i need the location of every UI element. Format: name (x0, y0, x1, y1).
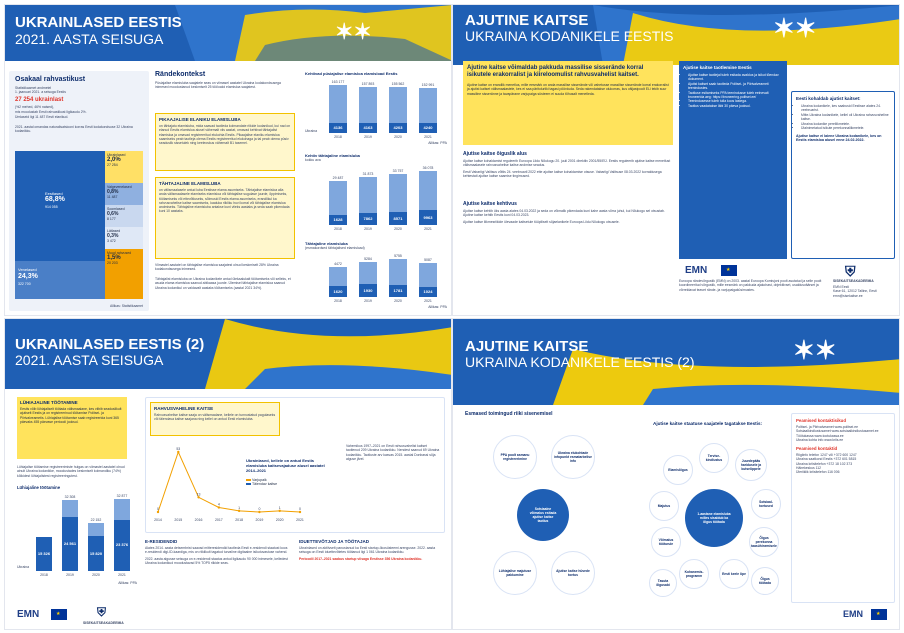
treemap-n: 3 472 (107, 239, 116, 243)
list-item: • Mitte-Ukraina kodanikele, kellel oli Ukraina rahvusvaheline kaitse. (801, 113, 890, 122)
population-count: 27 254 ukrainlast (15, 97, 64, 103)
x-tick-label: 2019 (364, 299, 372, 303)
panel-note: Ajutise kaitse ei laiene Ukraina kodanikele, kes on Eestis elamisloa alusel enne 24.02.2022. (796, 134, 882, 143)
right-bubble: Majutus (649, 491, 679, 521)
rights-title: Ajutise kaitse staatuse saajatele tagatakse Eestis: (653, 421, 763, 426)
emn-logo: EMN (843, 609, 863, 619)
section-text-2: Eesti Vabariigi Valitsus võttis 24. veebruaril 2022 ette ajutise kaitse kohaldamise otsuse. Vabariigi Valitsuse 08.03.2022 korraldusega kehtestati ajutise kaitse saamise tingimused. (463, 169, 662, 178)
section-text: Ajutise kaitse kohaldamist reguleerib Euroopa Liidu Nõukogu 20. juuli 2001 direktiiv 2001/55/EÜ. Eestis reguleerib ajutise kaitse menetlust välismaalasele rahvusvahelise kaitse andmise seadus. (463, 159, 671, 168)
eu-flag-icon: ★ (51, 609, 67, 620)
section-title: Ajutise kaitse kehtivus (463, 201, 517, 207)
chart-series-label: Ukraina (305, 129, 318, 133)
emn-logo: EMN (685, 265, 708, 276)
first-steps-title: Esmased toimingud riiki sisenemisel (465, 411, 553, 417)
treemap-pct: 0,6% (107, 211, 119, 217)
list-item: • Ukraina kodanike pereliikmetele. (801, 122, 890, 126)
bar-total-label: 163 177 (331, 80, 345, 84)
bar-ukraina-label: 1781 (393, 288, 403, 294)
source-label: Allikas: PPA (428, 305, 447, 309)
figures-icon: ✶✶ (773, 13, 817, 43)
legal-basis-section (463, 151, 673, 178)
startup-section (299, 539, 445, 561)
bar-total-label: 22 152 (90, 517, 102, 522)
section-text: Püsiajalise elamisluba saajatele seas on viimasel aastatel Ukraina kodakondsusega inimesed moodustanud keskmiselt 25 tööloaloi elamisloa saajatest. (155, 81, 281, 90)
box-text: Eestis võib lühiajaliselt töötada välismaalane, kes viibib seaduslikult ajutiselt Eestis ja on registreerinud töötamise Politsei- ja Piirivalveametis. Lühiajalise töötamise saab registreerida kuni 365 päevaks 455 päevase perioodi jooksul. (20, 407, 122, 424)
asylum-text: Vahemikus 1997–2021 on Eesti rahvusvahelist kaitset taotlenud 209 Ukraina kodanikku. Nendest saanud 69 Ukraina kodanikku. Taotluste arv kasvas 2015. aastal Donbassi sõja alguse järel. (346, 444, 440, 461)
box-text: on tähtajatu elamisluba, mida saavad taotleda kolmandate riikide kodanikud, kui nad on elanud Eestis elamisloa alusel vähemalt viis aastat, omavad kehtivat tähtajalist elamisloa ja omavad registreeritud elukohta Eestis. Pikaajalise elaniku elamisloa saamiseks peab taotleja olema Eestis registreeritud elukohaga ja tal peab olema püsiv seaduslik sissetulek ning keeleoskus vähemalt B1 tasemel. (159, 124, 291, 146)
legend-label: Täiendav kaitse (251, 482, 278, 486)
treemap-label: Venelased (18, 267, 37, 272)
panel-list (683, 73, 783, 108)
chart-short-work (17, 485, 137, 585)
x-tick-label: 2020 (275, 518, 284, 522)
right-bubble: Juurdepääs haridusele ja kutseõppele (735, 449, 767, 481)
treemap-pct: 24,3% (18, 273, 38, 280)
x-tick-label: 2018 (334, 299, 342, 303)
bar-ukraina-label: 1628 (333, 217, 343, 222)
bar-total-label: 31 873 (362, 172, 374, 177)
treemap-latvians (105, 227, 143, 249)
panel-list (796, 104, 890, 130)
contact-item: Häirekeskus 112 (796, 466, 822, 471)
treemap-label: Lätlased (107, 229, 121, 233)
bar-ukraina-label: 4136 (333, 125, 343, 130)
bar-ukraina-label: 15 326 (37, 551, 51, 557)
lead-title: Ajutine kaitse võimaldab pakkuda massilise sisserände korral isikutele erakorralist ja kiireloomulist rahvusvahelist kaitset. (467, 65, 644, 78)
treemap-pct: 1,5% (107, 255, 121, 261)
bar-total-label: 157 893 (361, 81, 375, 86)
box-title: PIKAAJALISE ELANIKU ELAMISLUBA (159, 117, 241, 122)
treemap-label: Muud rahvused (107, 251, 132, 255)
x-tick-label: 2020 (394, 299, 402, 303)
right-bubble: Tervise-kindlustus (699, 443, 729, 473)
bar-total-label: 36 078 (422, 166, 434, 170)
crest-icon: ⛨ (97, 605, 107, 619)
treemap-n: 322 700 (18, 282, 31, 286)
data-point (218, 506, 220, 508)
treemap-label: Eestlased (45, 191, 63, 196)
short-work-note: Lühiajalise töötamise registreerimiste hulgas on viimastel aastatel olnud ainult Ukraina kodanikke, moodustades keskmiselt kolmandiku (74%) kõikidest lühiajalistest registreeringutest. (17, 465, 125, 478)
page-title: UKRAINLASED EESTIS (15, 14, 182, 31)
section-text: Ajutise kaitse kehtib üks aasta alates 04.03.2022 ja seda on võimalik pikendada kuni kahe aasta võrra juhul, kui Nõukogu sel otsustab. Ajutine kaitse kehtib Eestis kuni 04.03.2023. (463, 209, 665, 218)
section-text-2: Perioodil 2017–2021 saabus startup viisaga Eestisse 356 Ukraina kodanikku. (299, 556, 423, 561)
x-tick-label: 2019 (364, 135, 372, 139)
x-tick-label: 2020 (394, 135, 402, 139)
data-point (238, 510, 240, 512)
chart-subtitle: (esmakordsed tähtajalised elamisload) (305, 246, 365, 250)
x-tick-label: 2016 (194, 518, 203, 522)
box-title: TÄHTAJALINE ELAMISLUBA (159, 181, 221, 186)
treemap-small (105, 151, 143, 299)
data-point (177, 451, 179, 453)
bar-ukraina-label: 4203 (393, 125, 403, 130)
source-label: Allikas: Statistikaamet (110, 303, 143, 308)
right-bubble: Võimalus tööturule (651, 527, 681, 557)
data-label: 0 (157, 507, 159, 511)
treemap-pct: 0,8% (107, 189, 119, 195)
population-source-text: Statistikaamet andmetel 1. jaanuari 2021. a seisuga Eestis (15, 86, 66, 95)
data-point (157, 511, 159, 513)
treemap-label: Soomlased (107, 207, 125, 211)
long-term-permit-box (155, 113, 295, 171)
box-title: LÜHIAJALINE TÖÖTAMINE (20, 400, 78, 405)
treemap-n: 914 055 (45, 205, 58, 209)
center-right-bubble: 1-aastane elamisluba milles sisaldub ka õigus töötada (685, 489, 743, 547)
list-item: • Ülalnimetatud isikute perekonnaliikmetele. (801, 126, 890, 130)
contact-item: Üleriiklik kriisitelefon 116 006 (796, 470, 840, 475)
chart-plot (31, 493, 135, 577)
section-title: E-RESIDENDID (145, 539, 178, 544)
contacts-panel (791, 413, 895, 603)
treemap-n: 11 487 (107, 195, 118, 199)
chart-title: Tähtajaline elamisluba (305, 241, 348, 246)
data-label: 0 (258, 507, 261, 511)
panel-title: Peamised kontaktisikud (796, 418, 847, 423)
treemap-n: 27 254 (107, 163, 118, 167)
e-residency-section (145, 539, 291, 565)
section-text-2: 2022. aasta algusse seisuga on e-residendi staatus antud ligikaudu 90 000 inimesele, kelledest Ukraina kodanikud moodustavad 5% TOP5 riikide seas. (145, 556, 288, 565)
chart-subtitle: kokku ava (305, 158, 321, 162)
data-point (197, 496, 199, 498)
list-item: • Ajutist kaitset saab taotleda Politsei- ja Piirivalveameti teenindustes. (688, 82, 783, 91)
data-label: 1 (278, 505, 281, 510)
treemap-label: Valgevenelased (107, 185, 132, 189)
data-label: 53 (176, 447, 181, 451)
source-label: Allikas: PPA (118, 581, 137, 585)
bar-total-label: 155 562 (391, 82, 405, 87)
treemap-others (105, 249, 143, 299)
chart-temporary-permits (305, 153, 447, 235)
bar-total-label: 32 308 (64, 495, 76, 500)
bar-ukraina-label: 4163 (363, 125, 373, 130)
bar-ukraina-label: 1024 (423, 289, 433, 294)
bar-total-label: 29 487 (332, 175, 344, 180)
bar-ukraina-label: 15 820 (89, 550, 103, 556)
source-label: Allikas: PPA (428, 141, 447, 145)
x-tick-label: 2021 (424, 299, 432, 303)
section-title: Ajutise kaitse õiguslik alus (463, 151, 527, 157)
page-ukrainlased-eestis (4, 4, 452, 316)
right-bubble: Sotsiaal-toetused (751, 489, 781, 519)
center-left-bubble: Sotsiaalne võimalus esitada ajutise kaitse taotlus (517, 489, 569, 541)
x-tick-label: 2019 (255, 518, 264, 522)
x-tick-label: 2021 (424, 227, 432, 231)
data-label: 1 (238, 505, 241, 510)
x-tick-label: 2021 (296, 518, 304, 522)
bar-ukraina-label: 23 376 (115, 542, 129, 548)
step-bubble: Ukraina elukohtade infopunkt esmatarbelise info (551, 435, 595, 479)
institution-name: SISEKAITSEAKADEEMIA (833, 279, 874, 283)
contact-item: Sotsiaalkindlustusamet www.sotsiaalkindlustusamet.ee (796, 429, 879, 434)
institution-name: SISEKAITSEAKADEEMIA (83, 621, 124, 625)
page-ajutine-kaitse-2 (452, 318, 900, 630)
box-text: on välismaalasele antud luba Eestisse elama asumiseks. Tähtajalise elamisloa alla anda välismaalasele elamiseks elamisloa või tähtajalise sugulase juurde, õppimiseks, töötamiseks või ettevõtluseks, sõlmusid Eestis elama asumiseks, erandlikul ka rahvusvahelise kaitse saamiseks, kaaluka riikliku huvi korral või tähtajalise elamisloa andmiseks. Tähtajaline elamisluba antakse kuni viieks aastaks ja seda saab pikendada kuni 10 aastaks. (159, 188, 290, 214)
section-text: Ukrainlased on aktiivselt panustanud ka Eesti startup-ökosüsteemi arengusse. 2022. aasta seisuga on Eesti iduettevõtetes töötanud ligi 1 061 Ukraina kodanikku. (299, 546, 436, 555)
application-panel (679, 61, 787, 259)
figures-icon: ✶✶ (335, 19, 372, 44)
chart-series-label: Ukraina (17, 565, 30, 569)
right-bubble: Õigus perekonna taasühinemisele (749, 527, 779, 557)
page-title: AJUTINE KAITSE (465, 12, 589, 29)
asylum-box (150, 402, 280, 436)
footnote-2: Tähtajalist elamisluba on Ukraina kodanikele antud ülekaalukalt töötamiseks või selleks, et asuda elama elamisloa saanud abikaasa juurde. Ülemisel tähtajalise elamisloa saanud Ukraina kodanikul on valdavalt aastaks töötamiseks (aastal 2021 34%). (155, 277, 291, 290)
right-bubble: Tasuta õigusabi (649, 569, 677, 597)
line-chart-svg (154, 444, 304, 524)
treemap-ukrainians (105, 151, 143, 183)
treemap-n: 8 177 (107, 217, 116, 221)
population-line-2: mis moodustab Eesti rahvastikust ligikaudu 2%. (15, 110, 87, 114)
emn-description: Euroopa rändevõrgustik (EMN) on 2003. aastal Euroopa Komisjoni poolt asutatud ja selle poolt koordineeritud võrgustik, mille eesmärk on pakkuda ajakohast, objektiivset, usaldusväärset ja võrreldavat teavet rände- ja varjupaigaküsimustes. (679, 279, 822, 292)
list-item: • Ukraina kodanikele, kes saabusid Eestisse alates 24. veebruarist. (801, 104, 890, 113)
treemap-n: 20 203 (107, 261, 118, 265)
x-tick-label: 2018 (334, 227, 342, 231)
chart-plot (323, 253, 443, 303)
page-ukrainlased-eestis-2 (4, 318, 452, 630)
contact-item: Politsei- ja Piirivalveamet www.politsei.ee (796, 425, 858, 429)
legend-label: Varjupaik (252, 478, 267, 482)
chart-title: Kehtiv tähtajaline elamisluba (305, 153, 360, 158)
contact-info: EMN Eesti Kase 61, 12012 Tallinn, Eesti emn@sisekaitse.ee (833, 285, 877, 298)
population-panel (9, 71, 149, 311)
list-item: • Taotluse esitamiseks PPA teenindusse tuleb eelnevalt broneerida aeg: https://broneering.politsei.ee/ (688, 91, 783, 100)
box-title: RAHVUSVAHELINE KAITSE (154, 406, 214, 411)
bar-ukraina-label: 9963 (423, 214, 433, 220)
x-tick-label: 2018 (40, 573, 48, 577)
right-bubble: Eesti keele õpe (719, 559, 749, 589)
chart-plot (323, 165, 443, 231)
legend-swatch (246, 483, 251, 485)
bar-total-label: 33 757 (392, 169, 404, 174)
x-tick-label: 2014 (154, 518, 162, 522)
section-text: Alates 2014. aasta detsembrist saavad mitteresidendid taotleda Eesti e-residendi staatust koos e-residendi digi-ID-kaardiga, mis on riiklikult tagatud turvaline digitaalne isikutuvastuse vahend. (145, 546, 288, 555)
page-subtitle: 2021. AASTA SEISUGA (15, 352, 164, 368)
chart-title: Lühiajaline töötamine (17, 485, 61, 490)
treemap-label: Ukrainlased (107, 153, 126, 157)
data-label: 4 (217, 502, 220, 507)
page-title: UKRAINLASED EESTIS (2) (15, 336, 205, 353)
right-bubble: Õigus töötada (751, 567, 779, 595)
lead-box (463, 61, 673, 145)
page-subtitle: UKRAINA KODANIKELE EESTIS (2) (465, 354, 695, 370)
data-point (258, 511, 260, 513)
short-work-box (17, 397, 127, 459)
x-tick-label: 2021 (118, 573, 126, 577)
bar-ukraina-label: 24 561 (63, 541, 77, 547)
validity-section (463, 201, 673, 224)
data-point (279, 510, 281, 512)
treemap-russians (15, 261, 105, 299)
x-tick-label: 2018 (235, 518, 244, 522)
asylum-panel (145, 397, 445, 533)
page-ajutine-kaitse (452, 4, 900, 316)
right-bubble: Kohanemis-programm (679, 559, 709, 589)
x-tick-label: 2020 (394, 227, 402, 231)
temporary-permit-box (155, 177, 295, 259)
panel-title: Eesti kohaldab ajutist kaitset: (796, 96, 861, 101)
x-tick-label: 2021 (424, 135, 432, 139)
population-line-1: (%2 mehed, 46% naised), (15, 105, 55, 109)
chart-title: Kehtivad püsiajalise elamisloa elamisload Eestis (305, 71, 398, 76)
page-subtitle: UKRAINA KODANIKELE EESTIS (465, 28, 674, 44)
panel-title: Ajutise kaitse taotlemine Eestis (683, 65, 752, 70)
contact-item: Töötukassa www.tootukassa.ee (796, 433, 844, 438)
migration-context (155, 71, 295, 90)
box-text: Rahvusvahelise kaitse saaja on välismaalane, kellele on tunnustatud pagulaseks või täiendava kaitse saajana ning kellel on antud Eesti elamisluba. (154, 413, 276, 422)
crest-icon: ⛨ (845, 263, 856, 279)
chart-first-permits (305, 241, 447, 313)
treemap-finns (105, 205, 143, 227)
bar-ukraina-label: 8571 (393, 215, 403, 221)
panel-title-2: Peamised kontaktid (796, 446, 838, 452)
x-tick-label: 2017 (214, 518, 223, 522)
eu-flag-icon: ★ (721, 265, 737, 276)
chart-asylum-line (154, 444, 304, 524)
population-line-3: Ümlaseid ligi 11 487 Eesti elanikud. (15, 115, 69, 119)
contact-item: Riigiinfo telefon 1247 või +372 600 1247 (796, 453, 857, 458)
figures-icon: ✶✶ (793, 335, 837, 365)
step-bubble: PPA poolt asmanu registreerimine (493, 435, 537, 479)
page-title: AJUTINE KAITSE (465, 338, 589, 355)
legend-swatch (246, 479, 251, 481)
section-title: IDUETTEVÕTJAD JA TÖÖTAJAD (299, 539, 370, 544)
contact-item: Ukraina kriisitelefon +372 18 102 373 (796, 461, 853, 466)
bar-ukraina-label: 4240 (423, 125, 433, 130)
x-tick-label: 2018 (334, 135, 342, 139)
naturalization-note: 2021. aastal omandas naturalisatsiooni korras Eesti kodakondsuse 32 Ukraina kodanikku. (15, 125, 133, 134)
bar-total-label: 5087 (424, 258, 432, 263)
treemap-belarusians (105, 183, 143, 205)
x-tick-label: 2019 (66, 573, 74, 577)
step-bubble: Ajutise kaitse hüvede toetus (551, 551, 595, 595)
contact-item: Ukraina kohta info www.kriis.ee (796, 437, 844, 442)
chart-plot (323, 79, 443, 139)
bar-ukraina-label: 1930 (363, 287, 373, 293)
bar-total-label: 5284 (364, 257, 372, 262)
data-label: 13 (196, 492, 201, 497)
chart-title: Ukrainlased, kellele on antud Eestis elamisluba kaitsevajaduse alusel aastatel 2014–2021 (246, 458, 325, 473)
right-bubble: Elamisõigus (663, 455, 693, 485)
list-item: • Taotlus vaadatakse läbi 30 päeva jooksul. (688, 104, 783, 108)
bar-total-label: 5755 (394, 254, 402, 258)
treemap-estonians (15, 151, 105, 261)
bar-total-label: 32 877 (116, 494, 128, 498)
list-item: • Ajutise kaitse taotlejal tuleb esitada avaldus ja isikut tõendav dokument. (688, 73, 783, 82)
treemap-pct: 68,8% (45, 196, 65, 203)
step-bubble: Lühiajalise majutuse pakkumine (493, 551, 537, 595)
list-item: • Teenindusesse tuleb tulla koos lastega. (688, 99, 783, 103)
applies-panel (791, 91, 895, 259)
bar-total-label: 4472 (334, 262, 342, 267)
x-tick-label: 2019 (364, 227, 372, 231)
emn-logo: EMN (17, 609, 40, 620)
x-tick-label: 2015 (174, 518, 183, 522)
data-label: 0 (299, 507, 301, 511)
chart-legend (246, 478, 277, 486)
treemap-pct: 0,3% (107, 233, 119, 239)
footnote-1: Viimastel aastatel on tähtajalise elamisloa saajatest olnud keskmiselt 28% Ukraina kodakondsusega inimesed. (155, 263, 279, 272)
bar-total-label: 152 991 (421, 83, 435, 87)
contact-item: Ukraina saatkond Eestis +372 601 5815 (796, 457, 857, 462)
section-text-2: Ajutise kaitse liikmesriikide ülevaade kaitsetule tüüpiliselt sõjaelanikele Euroopa Liidu Nõukogu otsusele. (463, 219, 620, 224)
eu-flag-icon: ★ (871, 609, 887, 620)
chart-permanent-permits (305, 71, 447, 147)
data-point (299, 511, 301, 513)
x-tick-label: 2020 (92, 573, 100, 577)
bar-ukraina-label: 1620 (333, 288, 343, 294)
lead-text: Ajutine kaitse on erandlik menetlus, mille eesmärk on anda massilise sisserände või vahetusse massilise sisserände korral erakorralist ja ajutist kaitset välismaalastele, kes ei saa päritoluriiki tagasi pöörduda. Seda rakendatakse olukorras, kus väljastpoolt ELi tekib suur massiline sisseränne ja tavapärane varjupaiga süsteem ei suuda tõhusalt menetleda. (467, 83, 669, 96)
treemap-pct: 2,0% (107, 157, 121, 163)
population-title: Osakaal rahvastikust (15, 76, 86, 83)
section-title: Rändekontekst (155, 71, 206, 78)
page-subtitle: 2021. AASTA SEISUGA (15, 31, 164, 47)
bar-ukraina-label: 7862 (363, 216, 373, 222)
